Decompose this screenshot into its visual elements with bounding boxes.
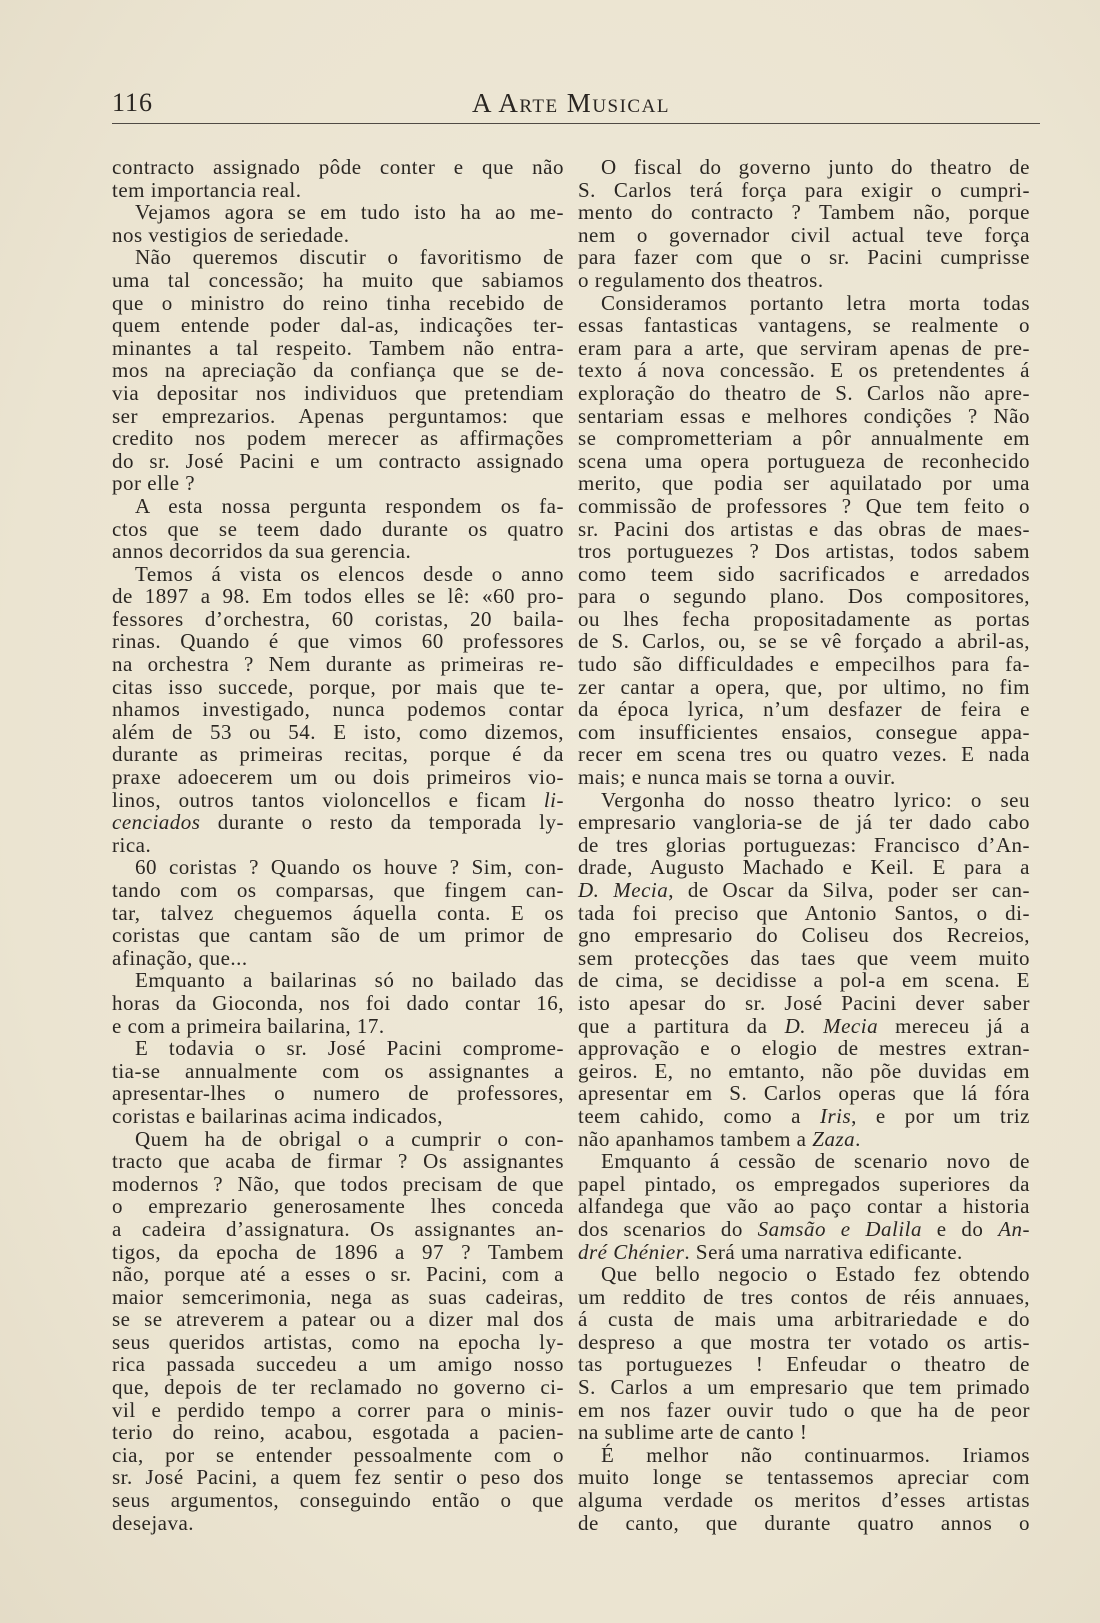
text-line: rica passada succedeu a um amigo nosso bbox=[112, 1352, 564, 1377]
text-line: gno empresario do Coliseu dos Recreios, bbox=[578, 923, 1030, 948]
text-line: para o segundo plano. Dos compositores, bbox=[578, 584, 1030, 609]
text-line: ctos que se teem dado durante os quatro bbox=[112, 516, 564, 541]
text-line: sem protecções das taes que veem muito bbox=[578, 945, 1030, 970]
text-run: mereceu já a bbox=[878, 1013, 1030, 1038]
text-line: vil e perdido tempo a correr para o minis- bbox=[112, 1397, 564, 1422]
text-line: Quem ha de obrigal o a cumprir o con- bbox=[135, 1126, 564, 1151]
paragraph bbox=[112, 156, 564, 201]
text-run: não apanhamos tambem a bbox=[578, 1126, 813, 1151]
text-line: commissão de professores ? Que tem feito o bbox=[578, 493, 1030, 518]
text-line: Vejamos agora se em tudo isto ha ao me- bbox=[135, 200, 564, 225]
text-line: ou lhes fecha propositadamente as portas bbox=[578, 606, 1030, 631]
text-line: tracto que acaba de firmar ? Os assignantes bbox=[112, 1149, 564, 1174]
text-line: ser emprezarios. Apenas perguntamos: que bbox=[112, 403, 564, 428]
text-line: Vergonha do nosso theatro lyrico: o seu bbox=[601, 787, 1030, 812]
text-line: tando com os comparsas, que fingem can- bbox=[112, 878, 564, 902]
text-line: Não queremos discutir o favoritismo de bbox=[135, 245, 564, 270]
text-line: zer cantar a opera, que, por ultimo, no fim bbox=[578, 674, 1030, 699]
italic-text: Samsão e Dalila bbox=[757, 1216, 923, 1241]
text-line: 60 coristas ? Quando os houve ? Sim, con- bbox=[135, 855, 564, 880]
italic-text: Iris bbox=[819, 1103, 852, 1128]
text-line: citas isso succede, porque, por mais que te- bbox=[112, 674, 564, 699]
text-line: Emquanto a bailarinas só no bailado das bbox=[135, 968, 564, 993]
paragraph bbox=[578, 1150, 1030, 1263]
text-line: do sr. José Pacini e um contracto assignado bbox=[112, 448, 564, 473]
text-run: e do bbox=[922, 1216, 999, 1241]
text-run: , de Oscar da Silva, poder ser can- bbox=[668, 878, 1030, 902]
text-line: fessores d’orchestra, 60 coristas, 20 baila- bbox=[112, 606, 564, 631]
text-run: . bbox=[855, 1126, 861, 1151]
text-line: papel pintado, os empregados superiores da bbox=[578, 1171, 1030, 1196]
text-line: como teem sido sacrificados e arredados bbox=[578, 561, 1030, 586]
text-line: além de 53 ou 54. E isto, como dizemos, bbox=[112, 719, 564, 744]
text-line: desejava. bbox=[112, 1510, 195, 1535]
text-line bbox=[578, 879, 1030, 902]
italic-text: An- bbox=[998, 1216, 1031, 1241]
text-line: nos vestigios de seriedade. bbox=[112, 222, 350, 247]
text-line: da época lyrica, n’um desfazer de feira e bbox=[578, 697, 1030, 722]
text-line: que, depois de ter reclamado no governo ci- bbox=[112, 1375, 564, 1400]
paragraph bbox=[112, 856, 564, 969]
paragraph bbox=[578, 156, 1030, 292]
text-line: Consideramos portanto letra morta todas bbox=[601, 290, 1030, 315]
text-line: O fiscal do governo junto do theatro de bbox=[601, 155, 1030, 179]
italic-text: cenciados bbox=[112, 810, 201, 835]
paragraph bbox=[578, 292, 1030, 789]
text-line: seus queridos artistas, como na epocha ly- bbox=[112, 1329, 564, 1354]
running-header bbox=[112, 86, 1030, 120]
page-number: 116 bbox=[112, 88, 154, 117]
text-line: seus argumentos, conseguindo então o que bbox=[112, 1488, 564, 1513]
text-line: via depositar nos individuos que pretendiam bbox=[112, 380, 564, 405]
paragraph bbox=[112, 1037, 564, 1127]
text-line: despreso a que mostra ter votado os artis- bbox=[578, 1329, 1030, 1354]
text-line: mos na apreciação da confiança que se de- bbox=[112, 358, 564, 383]
text-line: e com a primeira bailarina, 17. bbox=[112, 1013, 385, 1038]
paragraph bbox=[578, 789, 1030, 1151]
text-line: merito, que podia ser aquilatado por uma bbox=[578, 471, 1030, 496]
running-title: A Arte Musical bbox=[472, 88, 670, 118]
text-line: modernos ? Não, que todos precisam de que bbox=[112, 1171, 564, 1196]
text-line: com insufficientes ensaios, consegue appa- bbox=[578, 719, 1030, 744]
text-line bbox=[112, 789, 564, 812]
text-line: tros portuguezes ? Dos artistas, todos sabem bbox=[578, 539, 1030, 564]
text-line: de tres glorias portuguezas: Francisco d’An- bbox=[578, 832, 1030, 857]
text-line: tar, talvez cheguemos áquella conta. E os bbox=[112, 900, 564, 925]
text-line: uma tal concessão; ha muito que sabiamos bbox=[112, 267, 564, 292]
text-line: muito longe se tentassemos apreciar com bbox=[578, 1465, 1030, 1490]
text-line: rinas. Quando é que vimos 60 professores bbox=[112, 629, 564, 654]
text-line: que o ministro do reino tinha recebido de bbox=[112, 290, 564, 315]
text-line: nhamos investigado, nunca podemos contar bbox=[112, 697, 564, 722]
text-line: mento do contracto ? Tambem não, porque bbox=[578, 200, 1030, 225]
text-line: isto apesar do sr. José Pacini dever saber bbox=[578, 990, 1030, 1015]
text-line bbox=[578, 1241, 1030, 1264]
paragraph bbox=[112, 495, 564, 563]
text-run: teem cahido, como a bbox=[578, 1103, 820, 1128]
paragraph bbox=[112, 969, 564, 1037]
text-line: tada foi preciso que Antonio Santos, o di- bbox=[578, 900, 1030, 925]
text-line: afinação, que... bbox=[112, 945, 248, 970]
text-line: praxe adoecerem um ou dois primeiros vio- bbox=[112, 765, 564, 790]
text-line: É melhor não continuarmos. Iriamos bbox=[601, 1442, 1030, 1467]
italic-text: dré Chénier bbox=[578, 1239, 685, 1264]
text-line: apresentar-lhes o numero de professores, bbox=[112, 1081, 564, 1106]
text-line: na orchestra ? Nem durante as primeiras re- bbox=[112, 652, 564, 677]
text-line: essas fantasticas vantagens, se realmente o bbox=[578, 313, 1030, 338]
paragraph bbox=[578, 1263, 1030, 1444]
text-line: a cadeira d’assignatura. Os assignantes an- bbox=[112, 1216, 564, 1241]
text-line: exploração do theatro de S. Carlos não apre- bbox=[578, 380, 1030, 405]
paragraph bbox=[112, 201, 564, 246]
text-line: em nos fazer ouvir tudo o que ha de peor bbox=[578, 1397, 1030, 1422]
text-line: maior semcerimonia, nega as suas cadeiras, bbox=[112, 1284, 564, 1309]
text-line: de cima, se decidisse a pol-a em scena. E bbox=[578, 968, 1030, 993]
italic-text: li- bbox=[543, 787, 564, 812]
text-line: na sublime arte de canto ! bbox=[578, 1420, 808, 1445]
paragraph bbox=[112, 563, 564, 857]
text-line: coristas que cantam são de um primor de bbox=[112, 923, 564, 948]
text-line: credito nos podem merecer as affirmações bbox=[112, 426, 564, 451]
text-line: sr. José Pacini, a quem fez sentir o peso dos bbox=[112, 1465, 564, 1490]
text-line: se se atreverem a patear ou a dizer mal dos bbox=[112, 1307, 564, 1332]
text-line bbox=[112, 811, 564, 834]
text-line: E todavia o sr. José Pacini comprome- bbox=[135, 1036, 564, 1061]
text-run: linos, outros tantos violoncellos e ficam bbox=[112, 787, 544, 812]
right-column bbox=[578, 156, 1030, 1534]
text-line: se comprometteriam a pôr annualmente em bbox=[578, 426, 1030, 451]
text-line: Emquanto á cessão de scenario novo de bbox=[601, 1149, 1030, 1174]
text-line: recer em scena tres ou quatro vezes. E nada bbox=[578, 742, 1030, 767]
text-line: Que bello negocio o Estado fez obtendo bbox=[601, 1262, 1030, 1287]
text-line: approvação e o elogio de mestres extran- bbox=[578, 1036, 1030, 1061]
text-line: de 1897 a 98. Em todos elles se lê: «60 pro- bbox=[112, 584, 564, 609]
text-line: Temos á vista os elencos desde o anno bbox=[135, 561, 564, 586]
text-line: o regulamento dos theatros. bbox=[578, 267, 824, 292]
text-line: quem entende poder dal-as, indicações ter- bbox=[112, 313, 564, 338]
text-line: não, porque até a esses o sr. Pacini, com a bbox=[112, 1262, 564, 1287]
text-line: S. Carlos terá força para exigir o cumpri- bbox=[578, 177, 1030, 202]
text-line: drade, Augusto Machado e Keil. E para a bbox=[578, 855, 1030, 880]
text-line: o emprezario generosamente lhes conceda bbox=[112, 1194, 564, 1219]
text-line: scena uma opera portugueza de reconhecido bbox=[578, 448, 1030, 473]
paragraph bbox=[112, 246, 564, 495]
text-line: por elle ? bbox=[112, 471, 196, 496]
text-line: tigos, da epocha de 1896 a 97 ? Tambem bbox=[112, 1239, 564, 1264]
text-line: tas portuguezes ! Enfeudar o theatro de bbox=[578, 1352, 1030, 1377]
text-line bbox=[578, 1105, 1030, 1128]
text-line: geiros. E, no emtanto, não põe duvidas em bbox=[578, 1058, 1030, 1083]
text-line: terio do reino, acabou, esgotada a pacien- bbox=[112, 1420, 564, 1445]
italic-text: D. Mecia bbox=[578, 878, 669, 902]
text-run: . Será uma narrativa edificante. bbox=[684, 1239, 963, 1264]
text-line: sentariam essas e melhores condições ? Não bbox=[578, 403, 1030, 428]
text-line: horas da Gioconda, nos foi dado contar 16, bbox=[112, 990, 564, 1015]
text-line: alfandega que vão ao paço contar a historia bbox=[578, 1194, 1030, 1219]
italic-text: Zaza bbox=[812, 1126, 856, 1151]
text-line: um reddito de tres contos de réis annuaes, bbox=[578, 1284, 1030, 1309]
header-rule bbox=[112, 123, 1040, 124]
text-line: contracto assignado pôde conter e que não bbox=[112, 155, 564, 179]
text-line: tudo são difficuldades e empecilhos para fa- bbox=[578, 652, 1030, 677]
text-line: A esta nossa pergunta respondem os fa- bbox=[135, 493, 564, 518]
text-line: durante as primeiras recitas, porque é da bbox=[112, 742, 564, 767]
text-line: minantes a tal respeito. Tambem não entra- bbox=[112, 335, 564, 360]
text-run: , e por um triz bbox=[851, 1103, 1030, 1128]
left-column bbox=[112, 156, 564, 1534]
text-run: que a partitura da bbox=[578, 1013, 785, 1038]
text-line: apresentar em S. Carlos operas que lá fóra bbox=[578, 1081, 1030, 1106]
text-line: nem o governador civil actual teve força bbox=[578, 222, 1030, 247]
text-line: de canto, que durante quatro annos o bbox=[578, 1510, 1030, 1535]
text-line: para fazer com que o sr. Pacini cumprisse bbox=[578, 245, 1030, 270]
text-line: S. Carlos a um empresario que tem primado bbox=[578, 1375, 1030, 1400]
italic-text: D. Mecia bbox=[784, 1013, 879, 1038]
text-line: á custa de mais uma arbitrariedade e do bbox=[578, 1307, 1030, 1332]
text-line: sr. Pacini dos artistas e das obras de maes- bbox=[578, 516, 1030, 541]
text-line: eram para a arte, que serviram apenas de pre- bbox=[578, 335, 1030, 360]
paragraph bbox=[112, 1128, 564, 1535]
text-line: tia-se annualmente com os assignantes a bbox=[112, 1058, 564, 1083]
text-line: annos decorridos da sua gerencia. bbox=[112, 539, 412, 564]
text-line: alguma verdade os meritos d’esses artistas bbox=[578, 1488, 1030, 1513]
text-line bbox=[578, 1128, 1030, 1151]
text-line: cia, por se entender pessoalmente com o bbox=[112, 1442, 564, 1467]
text-run: dos scenarios do bbox=[578, 1216, 758, 1241]
text-line: de S. Carlos, ou, se se vê forçado a abril-as, bbox=[578, 629, 1030, 654]
text-line: mais; e nunca mais se torna a ouvir. bbox=[578, 765, 896, 790]
text-line: empresario vangloria-se de já ter dado cabo bbox=[578, 810, 1030, 835]
text-line bbox=[578, 1015, 1030, 1038]
text-line: rica. bbox=[112, 832, 152, 857]
text-line: texto á nova concessão. E os pretendentes á bbox=[578, 358, 1030, 383]
text-line: coristas e bailarinas acima indicados, bbox=[112, 1103, 443, 1128]
paragraph bbox=[578, 1444, 1030, 1534]
text-line: tem importancia real. bbox=[112, 177, 302, 202]
text-run: durante o resto da temporada ly- bbox=[200, 810, 564, 835]
text-line bbox=[578, 1218, 1030, 1241]
